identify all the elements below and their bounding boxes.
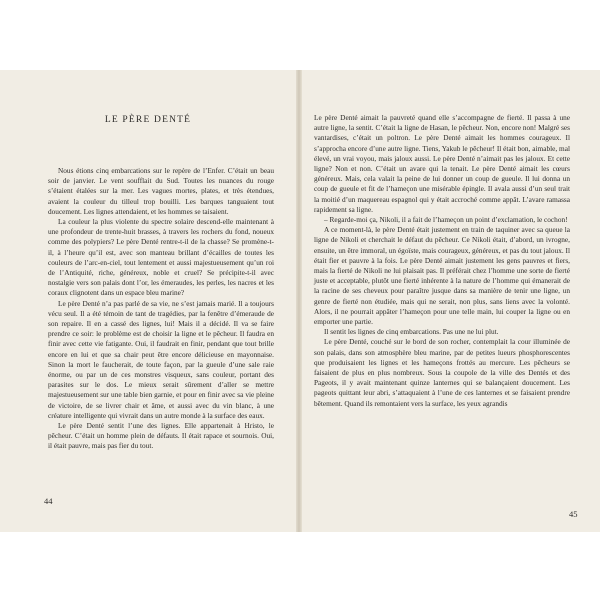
paragraph: Le père Denté n’a pas parlé de sa vie, ne s’est jamais marié. Il a toujours vécu seul. Il a été témoin de tant de tragédies, par la fenêtre d’émeraude de son repaire. Il en a cassé des lignes, lui! Mais il a décidé. Il va se faire prendre ce soir: le problème est de choisir la ligne et le pêcheur. Il faudra en finir avec cette vie fatigante. Oui, il faudrait en finir, pendant que tout brille encore en lui et que sa chair peut être encore délicieuse en mayonnaise. Sinon la mort le faucherait, de toute façon, par la gueule d’une sale raie énorme, ou par un de ces monstres visqueux, sans couleur, portant des parasites sur le dos. Le mieux serait sûrement d’aller se mettre majestueusement sur une table bien garnie, et pour en finir avec sa vie pleine de victoire, de se livrer chair et âme, et aussi avec du vin blanc, à une créature intelligente qui vivrait dans un autre monde à la surface des eaux. xyxy=(48,298,274,420)
paragraph: Il sentit les lignes de cinq embarcations. Pas une ne lui plut. xyxy=(324,327,499,337)
chapter-title: LE PÈRE DENTÉ xyxy=(104,115,192,125)
paragraph: La couleur la plus violente du spectre solaire descend-elle maintenant à une profondeur de trente-huit brasses, à travers les rochers du fond, noueux comme des polypiers? Le père Denté rentre-t-il de la chasse? Se promène-t-il, à l’heure qu’il est, avec son manteau brillant d’écailles de toutes les couleurs de l’arc-en-ciel, tout lentement et aussi majestueusement qu’un roi de l’Antiquité, riche, généreux, noble et cruel? Se précipite-t-il avec nostalgie vers son palais dont l’or, les émeraudes, les perles, les nacres et les coraux clignotent dans un espace bleu marine? xyxy=(48,217,274,298)
page-number: 44 xyxy=(44,496,53,506)
paragraph: Nous étions cinq embarcations sur le repère de l’Enfer. C’était un beau soir de janvier. Le vent soufflait du Sud. Toutes les nuances du rouge s’étaient étalées sur la mer. Les vagues mortes, plates, et très étendues, avaient la couleur du tilleul trop bouilli. Les barques tanguaient tout doucement. Les lignes attendaient, et les hommes se taisaient. xyxy=(48,166,274,216)
left-page-text xyxy=(48,166,274,452)
right-page xyxy=(302,70,600,532)
left-page xyxy=(0,70,296,532)
right-page-text xyxy=(314,113,570,409)
book-spread xyxy=(0,70,600,532)
paragraph: A ce moment-là, le père Denté était justement en train de taquiner avec sa queue la ligne de Nikoli et cherchait le défaut du pêcheur. Ce Nikoli était, d’abord, un ivrogne, ensuite, un être immoral, un égoïste, mais courageux, généreux, et pas du tout jaloux. Il était fier et pauvre à la fois. Le père Denté aimait justement les gens pauvres et fiers, mais la fierté de Nikoli ne lui plaisait pas. Il préférait chez l’homme une sorte de fierté juste et acceptable, plutôt une fierté inhérente à la nature de l’homme qui émanerait de la racine de ses cheveux pour paraître jusque dans sa manière de tenir une ligne, un genre de fierté non étudiée, mais qui ne serait, non plus, sans liens avec la volonté. Alors, il ne pourrait appâter l’hameçon pour une telle main, lui couper la ligne ou en emporter une partie. xyxy=(314,225,570,327)
paragraph: Le père Denté sentit l’une des lignes. Elle appartenait à Hristo, le pêcheur. C’était un homme plein de défauts. Il était rapace et sournois. Oui, il était pauvre, mais pas fier du tout. xyxy=(48,421,274,451)
dialogue-line: – Regarde-moi ça, Nikoli, il a fait de l’hameçon un point d’exclamation, le cochon! xyxy=(324,215,568,225)
page-number: 45 xyxy=(569,509,578,519)
paragraph: Le père Denté, couché sur le bord de son rocher, contemplait la cour illuminée de son palais, dans son atmosphère bleu marine, par de petites lueurs phosphorescentes que produisaient les lignes et les hameçons frottés au mercure. Les pêcheurs se faisaient de plus en plus nombreux. Sous la coupole de la ville des Dentés et des Pageots, il y avait maintenant quinze lanternes qui se balançaient doucement. Les pageots quittant leur abri, s’attaquaient à l’une de ces lanternes et se faisaient prendre bêtement. Quand ils remontaient vers la surface, les yeux agrandis xyxy=(314,337,570,408)
paragraph: Le père Denté aimait la pauvreté quand elle s’accompagne de fierté. Il passa à une autre ligne, la sentit. C’était la ligne de Hasan, le pêcheur. Non, encore non! Malgré ses vantardises, c’était un poltron. Le père Denté aimait les hommes courageux. Il s’approcha encore d’une autre ligne. Tiens, Yakub le pêcheur! Il était bon, aimable, mal élevé, un vrai voyou, mais jaloux aussi. Le père Denté n’aimait pas les jaloux. Et cette ligne? Non et non. C’était un avare qui la tenait. Le père Denté aimait les cœurs généreux. Mais, cela valait la peine de lui donner un coup de gueule. Il lui donna un coup de gueule et fit de l’hameçon une misérable épingle. Il avala aussi d’un seul trait la moitié d’un maquereau espagnol qui y était accroché comme appât. L’avare ramassa rapidement sa ligne. xyxy=(314,113,570,214)
